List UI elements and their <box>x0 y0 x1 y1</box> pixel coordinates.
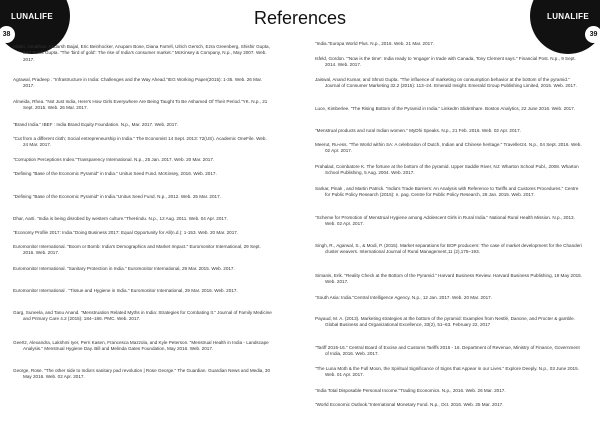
reference-entry: Payaud, M. A. (2013). Marketing strategies at the bottom of the pyramid: Examples from Nestlé, Danone, and Procter & gamble. Global Business and Organizational Excellence, 33(2), 51–63. February 22, 2017 <box>315 316 575 328</box>
reference-entry: Agrawal, Pradeep . "Infrastructure in India: Challenges and the Way Ahead."IEG Working Paper(2015): 1-35. Web. 26 Mar. 2017. <box>13 77 263 89</box>
reference-entry: Jaiswal, Anand Kumar, and Shruti Gupta. "The influence of marketing on consumption behavior at the bottom of the pyramid." Journal of Consumer Marketing 32.2 (2015): 113–24. Emerald Insight. Emerald Group Publishing Limited, 2015. Web. 2017. <box>315 77 577 89</box>
reference-entry: Euromonitor International. "Boom or Bomb: India's Demographics and Market Impact." Euromonitor International, 29 Sept. 2016. Web. 2017. <box>13 244 261 256</box>
reference-entry: Euromonitor International. "Sanitary Protection in India." Euromonitor International, 29 Mar. 2015. Web. 2017. <box>13 266 235 271</box>
reference-entry: Almeida, Rhea. "Not Just India, Here's How Girls Everywhere Are Being Taught To Be Ashamed Of Their Period."YK. N.p., 21 Sept. 2015. Web. 26 Mar. 2017. <box>13 99 268 111</box>
page-title: References <box>253 8 347 28</box>
reference-entry: "Scheme for Promotion of Menstrual Hygiene among Adolescent Girls in Rural India." National Rural Health Mission. N.p., 2013. Web. 02 Apr. 2017. <box>315 215 575 227</box>
reference-entry: "Defining "Base of the Economic Pyramid" in India." Unitus Seed Fund. McKinsey, 2016. Web. 2017. <box>13 171 217 176</box>
reference-entry: Geertz, Alexandra, Lakshmi Iyer, Perri Kasen, Francesca Mazzola, and Kyle Peterson. "Menstrual Health in India - Landscape Analysis." Menstrual Hygiene Day. Bill and Melinda Gates Foundation, May 2016. Web. 2017. <box>13 340 269 352</box>
page-number-right: 39 <box>585 26 600 43</box>
reference-entry: "Corruption Perceptions Index."Transparency International. N.p., 25 Jan. 2017. Web. 20 Mar. 2017. <box>13 157 215 162</box>
reference-entry: Isfeld, Gordon. "'Now is the time': India ready to 'engage' in trade with Canada, Tony Clement says." Financial Post. N.p., 9 Sept. 2014. Web. 2017. <box>315 56 576 68</box>
reference-entry: "Tariff 2015-16." Central Board of Excise and Customs Tariffs 2015 - 16. Department of Revenue, Ministry of Finance, Government of India, 2016. Web. 2017. <box>315 345 580 357</box>
reference-entry: "Menstrual products and rural Indian women." MyDhi Speaks. N.p., 21 Feb. 2016. Web. 02 Apr. 2017. <box>315 128 521 133</box>
reference-entry: "India."Europa World Plus. N.p., 2016. Web. 21 Mar. 2017. <box>315 41 435 46</box>
reference-entry: "Brand India." IBEF : India Brand Equity Foundation. N.p., Mar. 2017. Web. 2017. <box>13 122 179 127</box>
reference-entry: Euromonitor International . "Tissue and Hygiene in India." Euromonitor International, 29 Mar. 2016. Web. 2017. <box>13 288 238 293</box>
reference-entry: Luce, Kimberlee. "The Rising Bottom of the Pyramid in India." LinkedIn SlideShare. Boston Analytics, 22 June 2016. Web. 2017. <box>315 106 576 111</box>
reference-entry: "India Total Disposable Personal Income."Trading Economics. N.p., 2016. Web. 26 Mar. 2017. <box>315 388 506 393</box>
reference-entry: "World Economic Outlook."International Monetary Fund. N.p., Oct. 2016. Web. 25 Mar. 2017. <box>315 402 504 407</box>
reference-entry: "The Luna Moth & the Full Moon, the Spiritual Significance of Signs that Appear in our Lives." Explore Deeply. N.p., 03 June 2015. Web. 01 Apr. 2017. <box>315 366 579 378</box>
page-number-left: 38 <box>0 26 15 43</box>
reference-entry: "Economy Profile 2017: India."Doing Business 2017: Equal Opportunity for All(n.d.): 1-153. Web. 20 Mar. 2017. <box>13 230 239 235</box>
reference-entry: Meerut, Ru-ess. "The World within SA: A celebration of Dutch, Indian and Chinese heritage." Traveller24. N.p., 04 Sept. 2016. Web. 02 Apr. 2017. <box>315 142 582 154</box>
reference-entry: Prahalad, Coimbatore K. The fortune at the bottom of the pyramid. Upper Saddle River, NJ: Wharton School Publ., 2008. Wharton School Publishing, 5 Aug. 2004. Web. 2017. <box>315 164 579 176</box>
reference-entry: "Defining "Base of the Economic Pyramid" in India."Unitus Seed Fund. N.p., 2012. Web. 25 Mar. 2017. <box>13 194 221 199</box>
reference-entry: Ablett, Jonathan, Aadarsh Baijal, Eric Beinhocker, Anupam Bose, Diana Farrell, Ulrich Gersch, Ezra Greenberg, Shishir Gupta, and Sumit Gupta. "The 'bird of gold': The rise of India's consumer market." McKinsey & Company, N.p., May 2007. Web. 2017. <box>13 44 270 62</box>
reference-entry: Simanis, Erik. "Reality Check at the Bottom of the Pyramid." Harvard Business Review. Harvard Business Publishing, 19 May 2015. Web. 2017. <box>315 273 583 285</box>
reference-entry: "Cut from a different cloth; Social entrepreneurship in India." The Economist 14 Sept. 2013: 72(US). Academic OneFile. Web. 24 Mar. 2017. <box>13 136 267 148</box>
brand-logo-right: LUNALIFE <box>547 12 589 21</box>
reference-entry: "South Asia: India."Central Intelligence Agency. N.p., 12 Jan. 2017. Web. 20 Mar. 2017. <box>315 295 492 300</box>
brand-logo-left: LUNALIFE <box>11 12 53 21</box>
reference-entry: Dhar, Aarti. "India is being disrobed by western culture."TheHindu. N.p., 12 Aug. 2011. Web. 04 Apr. 2017. <box>13 216 228 221</box>
reference-entry: Singh, R., Agarwal, S., & Modi, P. (2015). Market separations for BOP producers: The case of market development for the Chanderi cluster weavers. International Journal of Rural Management,11 (2),175–193. <box>315 243 582 255</box>
reference-entry: Garg, Suneela, and Tanu Anand. "Menstruation Related Myths in India: Strategies for Combating It." Journal of Family Medicine and Primary Care 4.2 (2015): 184–186. PMC. Web. 2017. <box>13 310 272 322</box>
reference-entry: George, Rose. "The other side to India's sanitary pad revolution | Rose George." The Guardian. Guardian News and Media, 30 May 2016. Web. 02 Apr. 2017. <box>13 368 271 380</box>
reference-entry: Sarkar, Pinak , and Martin Patrick. "India's Trade Barriers: An Analysis with Reference to Tariffs and Customs Procedures." Centre for Public Policy Research (2015): n. pag. Centre for Public Policy Research, 28 Jan. 2015. Web. 2017. <box>315 186 579 198</box>
